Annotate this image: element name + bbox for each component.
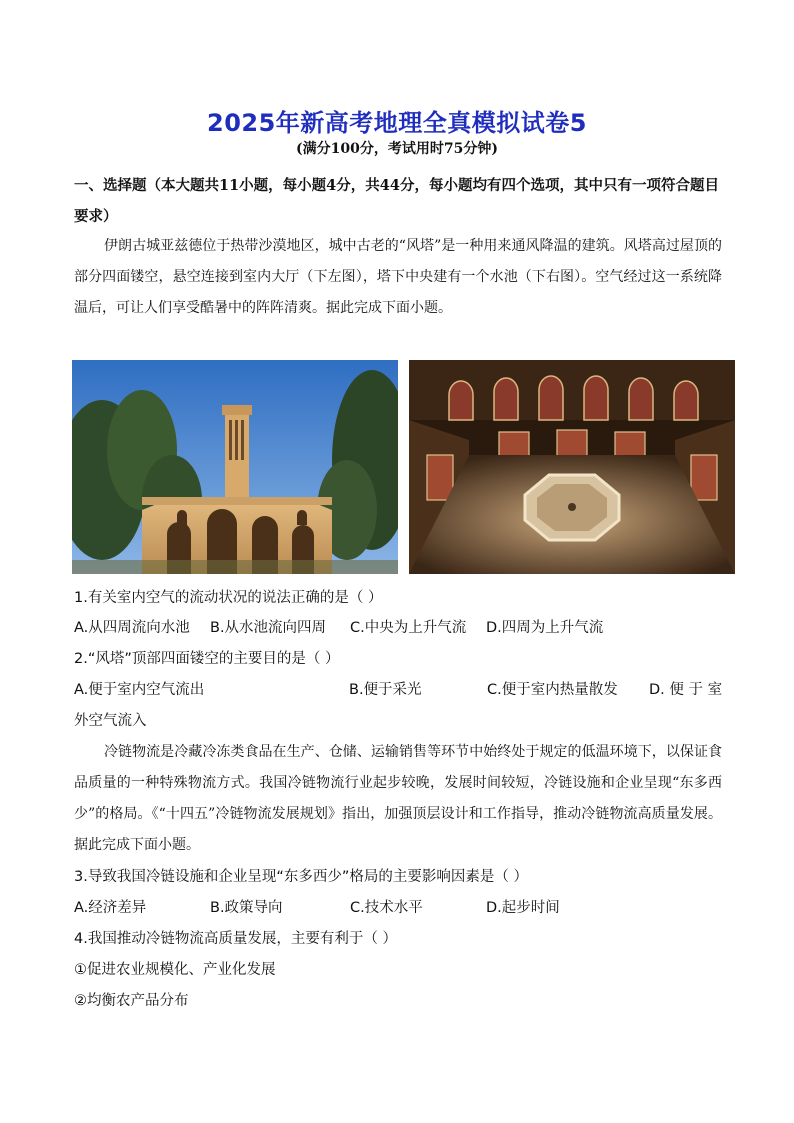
q1-option-a: A.从四周流向水池 bbox=[74, 620, 190, 636]
page-title: 2025年新高考地理全真模拟试卷5 bbox=[207, 109, 587, 137]
q2-option-c: C.便于室内热量散发 bbox=[487, 682, 618, 698]
question-2-options bbox=[74, 675, 734, 705]
q4-statement-1: ①促进农业规模化、产业化发展 bbox=[74, 962, 276, 978]
question-1-options bbox=[74, 613, 734, 643]
windtower-interior-photo bbox=[409, 360, 735, 574]
question-4-stem: 4.我国推动冷链物流高质量发展，主要有利于（ ） bbox=[74, 931, 397, 947]
q4-statement-2: ②均衡农产品分布 bbox=[74, 993, 189, 1009]
question-2-stem: 2.“风塔”顶部四面镂空的主要目的是（ ） bbox=[74, 651, 340, 667]
q1-option-d: D.四周为上升气流 bbox=[486, 620, 604, 636]
q2-option-b: B.便于采光 bbox=[349, 682, 422, 698]
question-1-stem: 1.有关室内空气的流动状况的说法正确的是（ ） bbox=[74, 590, 383, 606]
windtower-exterior-photo bbox=[72, 360, 398, 574]
q3-option-d: D.起步时间 bbox=[486, 900, 560, 916]
q2-option-d: D. 便 于 室 bbox=[649, 682, 723, 698]
q1-option-b: B.从水池流向四周 bbox=[210, 620, 327, 636]
section-heading: 一、选择题（本大题共11小题，每小题4分，共44分，每小题均有四个选项，其中只有一项符合题目要求） bbox=[74, 177, 719, 225]
question-3-stem: 3.导致我国冷链设施和企业呈现“东多西少”格局的主要影响因素是（ ） bbox=[74, 869, 528, 885]
q3-option-a: A.经济差异 bbox=[74, 900, 147, 916]
question-3-options bbox=[74, 893, 734, 923]
q2-option-a: A.便于室内空气流出 bbox=[74, 682, 205, 698]
q1-option-c: C.中央为上升气流 bbox=[350, 620, 467, 636]
q3-option-c: C.技术水平 bbox=[350, 900, 423, 916]
q2-option-d-continued: 外空气流入 bbox=[74, 713, 147, 729]
passage-windtower: 伊朗古城亚兹德位于热带沙漠地区，城中古老的“风塔”是一种用来通风降温的建筑。风塔高过屋顶的部分四面镂空，悬空连接到室内大厅（下左图），塔下中央建有一个水池（下右图）。空气经过这一系统降温后，可让人们享受酷暑中的阵阵清爽。据此完成下面小题。 bbox=[74, 238, 722, 316]
passage-coldchain: 冷链物流是冷藏冷冻类食品在生产、仓储、运输销售等环节中始终处于规定的低温环境下，以保证食品质量的一种特殊物流方式。我国冷链物流行业起步较晚，发展时间较短，冷链设施和企业呈现“东多西少”的格局。《“十四五”冷链物流发展规划》指出，加强顶层设计和工作指导，推动冷链物流高质量发展。据此完成下面小题。 bbox=[74, 744, 722, 853]
exam-info: (满分100分，考试用时75分钟) bbox=[296, 141, 498, 157]
q3-option-b: B.政策导向 bbox=[210, 900, 283, 916]
